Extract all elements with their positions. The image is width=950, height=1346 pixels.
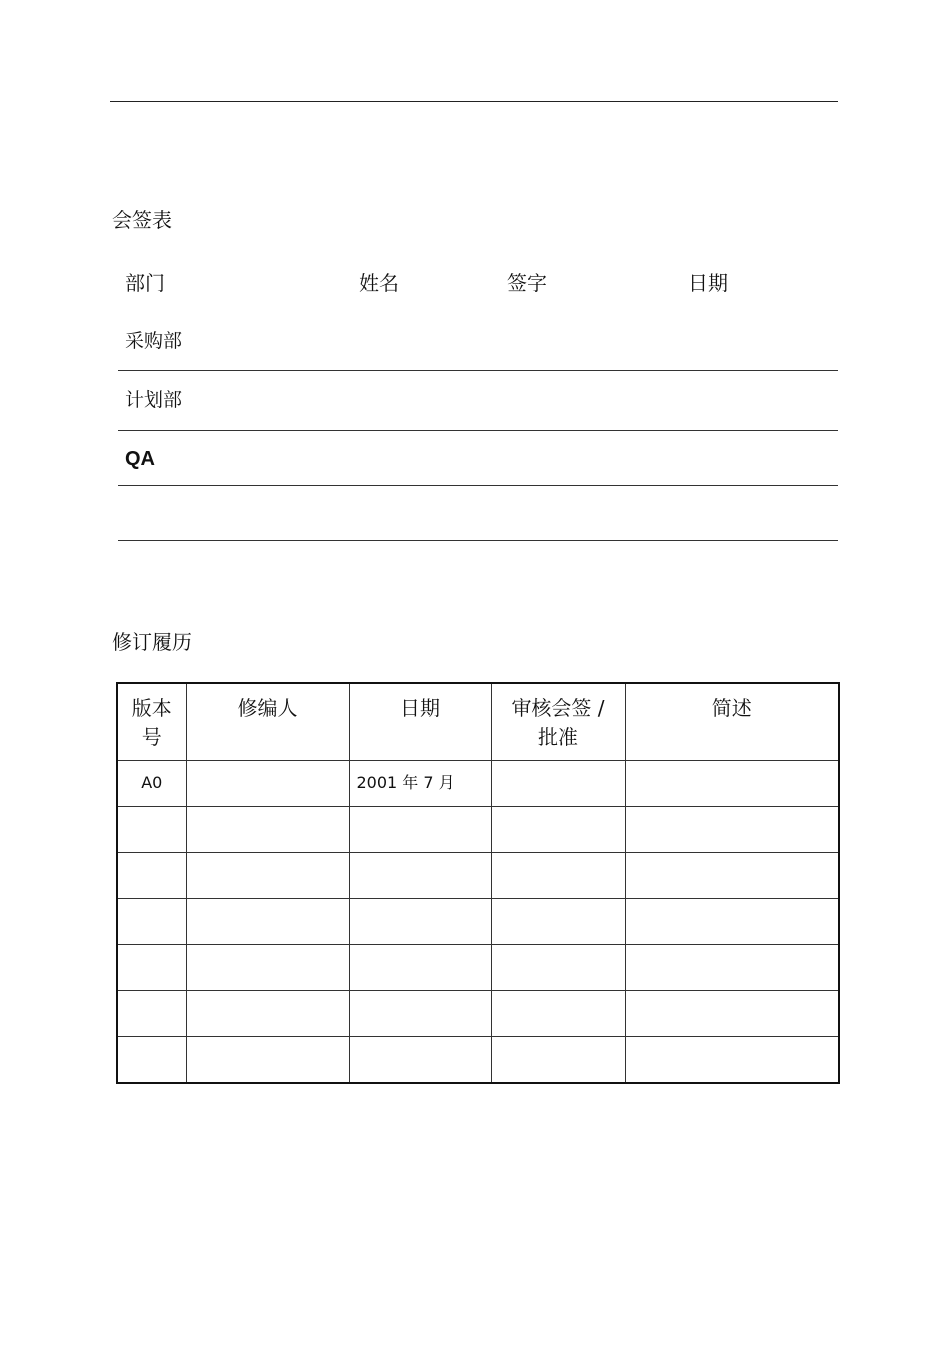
row-divider bbox=[118, 540, 838, 541]
cell-date bbox=[349, 852, 491, 898]
cell-approval bbox=[491, 1036, 625, 1083]
cell-summary bbox=[625, 1036, 839, 1083]
table-row bbox=[117, 990, 839, 1036]
row-qa: QA bbox=[125, 448, 155, 470]
cell-editor bbox=[186, 852, 349, 898]
header-name: 姓名 bbox=[359, 271, 399, 295]
cell-editor bbox=[186, 1036, 349, 1083]
row-divider bbox=[118, 430, 838, 431]
cell-summary bbox=[625, 852, 839, 898]
cell-summary bbox=[625, 806, 839, 852]
cell-date bbox=[349, 1036, 491, 1083]
cell-approval bbox=[491, 852, 625, 898]
cell-editor bbox=[186, 898, 349, 944]
cell-editor bbox=[186, 944, 349, 990]
cell-version bbox=[117, 1036, 186, 1083]
cell-version bbox=[117, 898, 186, 944]
header-signature: 签字 bbox=[507, 271, 547, 295]
col-editor: 修编人 bbox=[186, 683, 349, 760]
table-row bbox=[117, 806, 839, 852]
cell-approval bbox=[491, 944, 625, 990]
cell-date bbox=[349, 944, 491, 990]
cell-summary bbox=[625, 898, 839, 944]
cell-approval bbox=[491, 760, 625, 806]
revision-history-table bbox=[116, 682, 840, 1084]
header-department: 部门 bbox=[125, 271, 165, 295]
cell-editor bbox=[186, 760, 349, 806]
cell-version bbox=[117, 806, 186, 852]
cell-version bbox=[117, 852, 186, 898]
cell-summary bbox=[625, 944, 839, 990]
cell-editor bbox=[186, 990, 349, 1036]
table-header-row bbox=[117, 683, 839, 760]
cell-version bbox=[117, 944, 186, 990]
cell-summary bbox=[625, 990, 839, 1036]
col-approval: 审核会签 / 批准 bbox=[491, 683, 625, 760]
cell-date: 2001 年 7 月 bbox=[349, 760, 491, 806]
row-divider bbox=[118, 370, 838, 371]
col-summary: 简述 bbox=[625, 683, 839, 760]
col-version: 版本号 bbox=[117, 683, 186, 760]
page-top-rule bbox=[110, 101, 838, 102]
cell-version: A0 bbox=[117, 760, 186, 806]
table-row bbox=[117, 944, 839, 990]
cell-summary bbox=[625, 760, 839, 806]
col-date: 日期 bbox=[349, 683, 491, 760]
cell-date bbox=[349, 990, 491, 1036]
cell-approval bbox=[491, 898, 625, 944]
table-row bbox=[117, 852, 839, 898]
row-divider bbox=[118, 485, 838, 486]
table-row bbox=[117, 898, 839, 944]
revision-history-title: 修订履历 bbox=[112, 630, 192, 654]
table-row bbox=[117, 760, 839, 806]
cell-date bbox=[349, 806, 491, 852]
table-row bbox=[117, 1036, 839, 1083]
cell-version bbox=[117, 990, 186, 1036]
cell-approval bbox=[491, 806, 625, 852]
header-date: 日期 bbox=[688, 271, 728, 295]
cell-editor bbox=[186, 806, 349, 852]
countersign-title: 会签表 bbox=[112, 208, 172, 232]
cell-date bbox=[349, 898, 491, 944]
row-planning-dept: 计划部 bbox=[125, 389, 183, 411]
cell-approval bbox=[491, 990, 625, 1036]
row-purchasing-dept: 采购部 bbox=[125, 330, 183, 352]
